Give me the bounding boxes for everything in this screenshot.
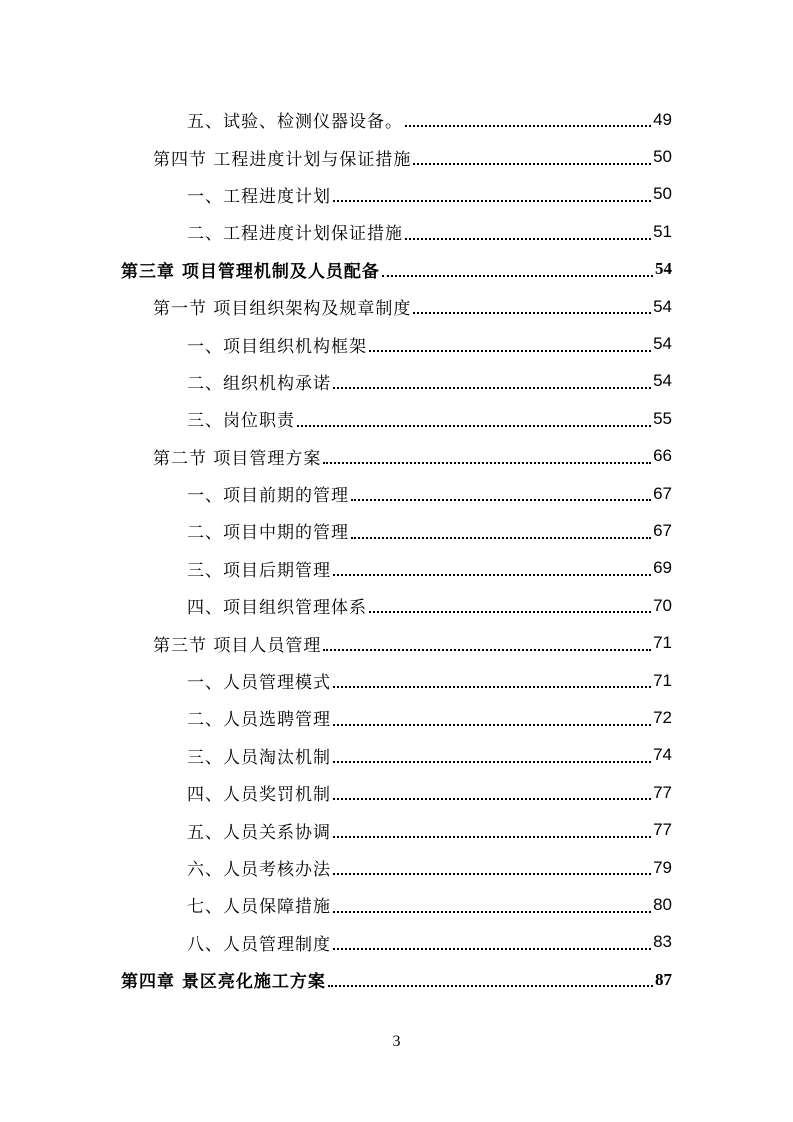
toc-entry-page: 66 (653, 446, 672, 466)
toc-dot-leader (333, 947, 651, 950)
toc-entry-title: 第一节 项目组织架构及规章制度 (153, 299, 412, 320)
toc-dot-leader (333, 199, 651, 202)
toc-entry[interactable] (0, 101, 793, 138)
toc-entry[interactable] (0, 475, 793, 512)
toc-entry[interactable] (0, 587, 793, 624)
toc-entry-page: 54 (655, 259, 672, 279)
toc-entry-page: 77 (653, 820, 672, 840)
toc-entry-page: 77 (653, 782, 672, 802)
toc-entry-page: 67 (653, 520, 672, 540)
toc-entry-page: 54 (653, 334, 672, 354)
toc-entry[interactable] (0, 400, 793, 437)
toc-entry-page: 71 (653, 633, 672, 653)
toc-dot-leader (333, 835, 651, 838)
toc-entry[interactable] (0, 924, 793, 961)
toc-dot-leader (333, 685, 651, 688)
toc-entry-page: 55 (653, 408, 672, 428)
toc-entry-page: 71 (653, 670, 672, 690)
toc-entry[interactable] (0, 363, 793, 400)
toc-entry[interactable] (0, 662, 793, 699)
toc-entry-title: 五、人员关系协调 (187, 822, 331, 843)
table-of-contents (0, 101, 793, 998)
toc-entry-title: 二、人员选聘管理 (187, 710, 331, 731)
toc-entry-title: 五、试验、检测仪器设备。 (187, 112, 403, 133)
toc-dot-leader (333, 760, 651, 763)
toc-dot-leader (351, 536, 651, 539)
toc-chapter-entry[interactable] (0, 961, 793, 998)
toc-entry[interactable] (0, 737, 793, 774)
page-number: 3 (392, 1033, 401, 1050)
toc-dot-leader (351, 498, 651, 501)
toc-entry-title: 三、岗位职责 (187, 411, 295, 432)
toc-entry-title: 三、人员淘汰机制 (187, 747, 331, 768)
toc-chapter-entry[interactable] (0, 251, 793, 288)
toc-entry-page: 50 (653, 184, 672, 204)
toc-entry-page: 70 (653, 595, 672, 615)
toc-entry-page: 67 (653, 483, 672, 503)
toc-entry-title: 二、项目中期的管理 (187, 523, 349, 544)
toc-dot-leader (382, 274, 653, 277)
toc-dot-leader (323, 461, 651, 464)
toc-dot-leader (413, 162, 651, 165)
toc-entry[interactable] (0, 176, 793, 213)
toc-entry[interactable] (0, 213, 793, 250)
toc-entry-title: 第二节 项目管理方案 (153, 448, 322, 469)
toc-dot-leader (333, 723, 651, 726)
toc-entry-title: 第四节 工程进度计划与保证措施 (153, 149, 412, 170)
toc-entry-page: 79 (653, 857, 672, 877)
toc-entry-page: 72 (653, 707, 672, 727)
toc-entry-title: 一、工程进度计划 (187, 186, 331, 207)
toc-dot-leader (405, 124, 651, 127)
toc-dot-leader (413, 311, 651, 314)
toc-entry-title: 一、人员管理模式 (187, 673, 331, 694)
toc-entry-title: 六、人员考核办法 (187, 860, 331, 880)
toc-entry-page: 83 (653, 932, 672, 952)
toc-entry-page: 74 (653, 745, 672, 765)
toc-dot-leader (333, 386, 651, 389)
toc-entry-title: 二、组织机构承诺 (187, 373, 331, 394)
toc-entry-title: 第四章 景区亮化施工方案 (121, 972, 326, 993)
toc-entry-page: 50 (653, 147, 672, 167)
toc-entry[interactable] (0, 550, 793, 587)
toc-entry[interactable] (0, 811, 793, 848)
toc-entry-title: 八、人员管理制度 (187, 934, 331, 955)
toc-entry-title: 第三章 项目管理机制及人员配备 (121, 261, 380, 282)
toc-entry[interactable] (0, 886, 793, 923)
toc-entry-title: 二、工程进度计划保证措施 (187, 224, 403, 245)
toc-entry[interactable] (0, 774, 793, 811)
toc-entry[interactable] (0, 512, 793, 549)
toc-dot-leader (297, 424, 651, 427)
toc-entry[interactable] (0, 624, 793, 661)
toc-dot-leader (333, 797, 651, 800)
toc-entry[interactable] (0, 138, 793, 175)
toc-dot-leader (328, 984, 653, 987)
toc-entry-page: 54 (653, 371, 672, 391)
toc-entry[interactable] (0, 288, 793, 325)
toc-entry-title: 一、项目前期的管理 (187, 486, 349, 507)
toc-entry-title: 四、项目组织管理体系 (187, 598, 367, 619)
toc-entry[interactable] (0, 699, 793, 736)
toc-entry-page: 69 (653, 558, 672, 578)
toc-entry-title: 三、项目后期管理 (187, 560, 331, 581)
toc-entry-page: 87 (655, 969, 672, 989)
toc-dot-leader (333, 910, 651, 913)
toc-dot-leader (333, 872, 651, 875)
toc-dot-leader (323, 648, 651, 651)
toc-entry-page: 49 (653, 109, 672, 129)
toc-entry-page: 54 (653, 296, 672, 316)
toc-entry-title: 七、人员保障措施 (187, 897, 331, 918)
toc-entry-title: 四、人员奖罚机制 (187, 785, 331, 806)
toc-entry-page: 51 (653, 221, 672, 241)
toc-entry-page: 80 (653, 894, 672, 914)
toc-dot-leader (369, 610, 651, 613)
toc-entry[interactable] (0, 325, 793, 362)
toc-dot-leader (333, 573, 651, 576)
toc-dot-leader (405, 237, 651, 240)
toc-entry-title: 第三节 项目人员管理 (153, 635, 322, 656)
toc-dot-leader (369, 349, 651, 352)
toc-entry[interactable] (0, 438, 793, 475)
toc-entry-title: 一、项目组织机构框架 (187, 336, 367, 357)
toc-entry[interactable] (0, 849, 793, 886)
